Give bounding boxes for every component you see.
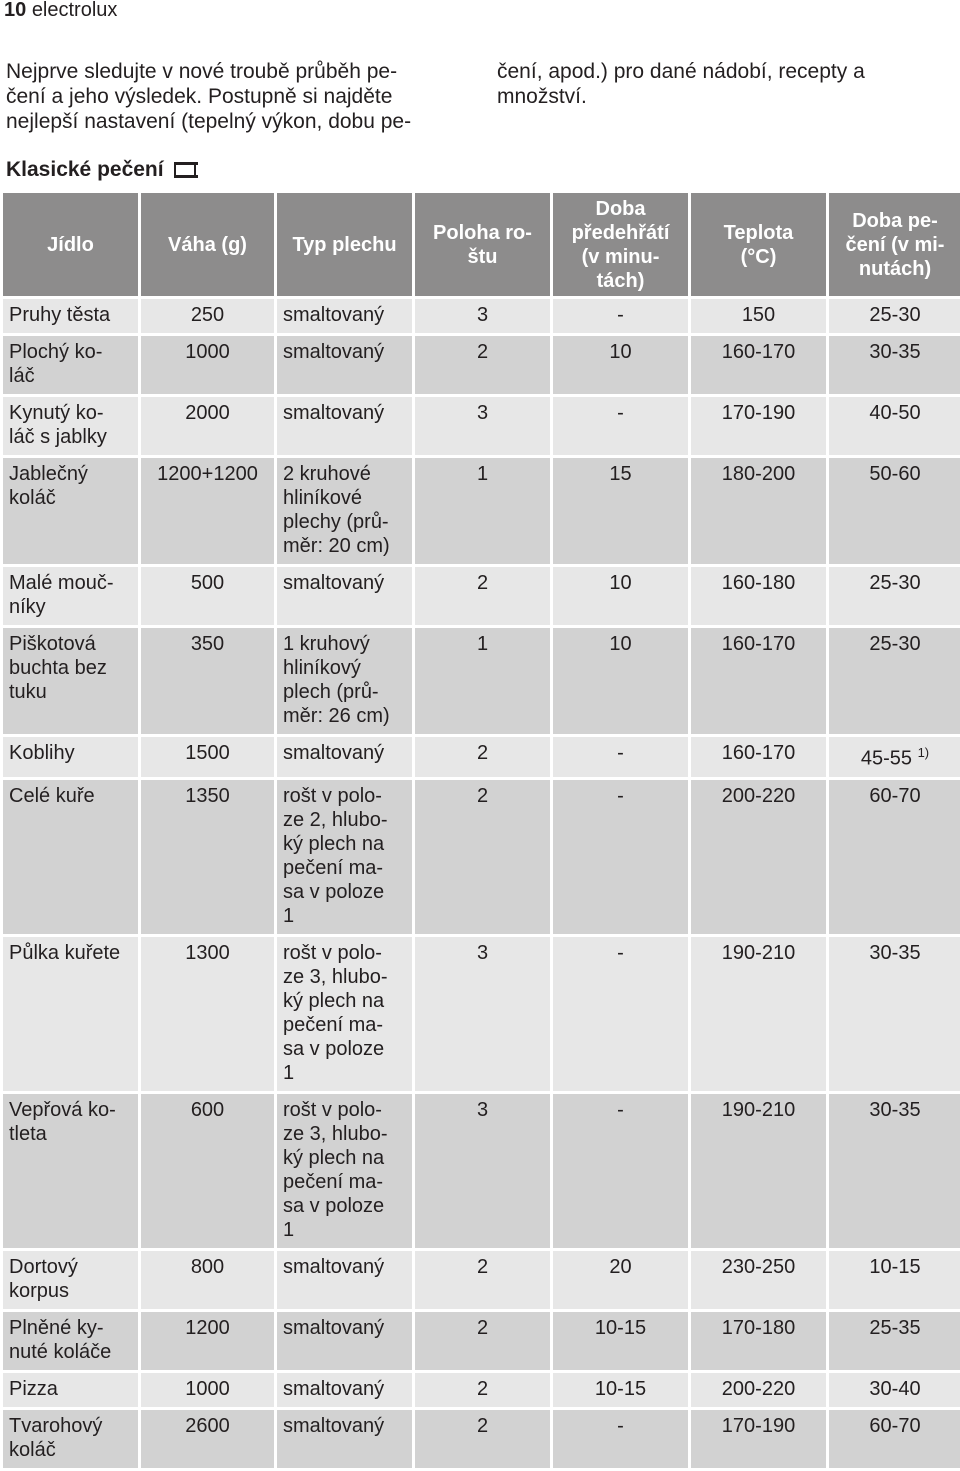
cell-line: koláč xyxy=(9,487,56,509)
cell-weight xyxy=(141,1094,274,1248)
cell-baking-time xyxy=(829,1251,960,1309)
cell-text: 30-40 xyxy=(869,1377,921,1400)
cell-tray xyxy=(277,1251,412,1309)
cell-line: buchta bez xyxy=(9,657,107,679)
cell-line: Dortový xyxy=(9,1255,78,1278)
cell-baking-time xyxy=(829,1094,960,1248)
cell-text: 3 xyxy=(476,1098,489,1121)
cell-text: 40-50 xyxy=(869,402,921,424)
cell-baking-time xyxy=(829,336,960,394)
intro-line: čení a jeho výsledek. Postupně si najděte xyxy=(6,85,393,108)
table-header-row xyxy=(3,193,960,296)
cell-baking-time xyxy=(829,397,960,455)
cell-line: pečení ma- xyxy=(283,1170,384,1193)
cell-weight xyxy=(141,1251,274,1309)
cell-line: Koblihy xyxy=(9,742,75,764)
cell-shelf xyxy=(415,458,550,564)
cell-line: sa v poloze xyxy=(283,1194,385,1217)
cell-text: 180-200 xyxy=(721,463,796,485)
table-row xyxy=(3,336,960,394)
cell-text: 30-35 xyxy=(869,1098,921,1121)
cell-text: 190-210 xyxy=(721,1098,796,1121)
cell-line: Tvarohový xyxy=(9,1414,103,1437)
cell-food xyxy=(3,299,138,333)
cell-tray xyxy=(277,1312,412,1370)
cell-line: Vepřová ko- xyxy=(9,1098,116,1121)
cell-line: plechy (prů- xyxy=(283,511,389,533)
cell-shelf xyxy=(415,737,550,777)
cell-text: 250 xyxy=(190,304,225,326)
cell-text: 2 xyxy=(476,1377,489,1400)
cell-line: ký plech na xyxy=(283,989,385,1012)
cell-tray xyxy=(277,336,412,394)
cell-text: 2 xyxy=(476,1316,489,1339)
cell-line: Malé mouč- xyxy=(9,572,114,594)
cell-text: 170-180 xyxy=(721,1316,796,1339)
cell-tray xyxy=(277,937,412,1091)
cell-weight xyxy=(141,737,274,777)
cell-baking-time xyxy=(829,299,960,333)
conventional-heating-icon xyxy=(174,160,198,180)
cell-temperature xyxy=(691,737,826,777)
cell-shelf xyxy=(415,1373,550,1407)
brand-name: electrolux xyxy=(31,0,118,21)
cell-tray xyxy=(277,1094,412,1248)
cell-text: 2 xyxy=(476,1414,489,1437)
cell-food xyxy=(3,1251,138,1309)
cell-food xyxy=(3,1410,138,1468)
cell-weight xyxy=(141,299,274,333)
cell-text: 1500 xyxy=(185,742,230,764)
cell-food xyxy=(3,336,138,394)
cell-line: tuku xyxy=(9,681,47,703)
cell-preheat xyxy=(553,1094,688,1248)
cell-preheat xyxy=(553,336,688,394)
cell-text: - xyxy=(617,304,624,326)
cell-text: 1000 xyxy=(185,341,230,363)
cell-line: ze 3, hlubo- xyxy=(283,1122,388,1145)
cell-line: smaltovaný xyxy=(283,341,385,363)
cell-line: níky xyxy=(9,596,46,618)
cell-text: 10-15 xyxy=(594,1377,647,1400)
cell-text: 10-15 xyxy=(869,1255,921,1278)
cell-text: 1 xyxy=(476,463,489,485)
cell-baking-time xyxy=(829,737,960,777)
cell-tray xyxy=(277,299,412,333)
cell-tray xyxy=(277,567,412,625)
cell-text: 1000 xyxy=(185,1377,230,1400)
cell-shelf xyxy=(415,1312,550,1370)
cell-line: láč xyxy=(9,365,35,387)
cell-line: Kynutý ko- xyxy=(9,402,104,424)
cell-temperature xyxy=(691,336,826,394)
cell-line: smaltovaný xyxy=(283,304,385,326)
cell-shelf xyxy=(415,299,550,333)
intro-line: množství. xyxy=(497,85,587,108)
cell-text: 200-220 xyxy=(721,1377,796,1400)
table-row xyxy=(3,567,960,625)
cell-food xyxy=(3,1312,138,1370)
cell-text: 1 xyxy=(476,633,489,655)
cell-temperature xyxy=(691,780,826,934)
header-weight: Váha (g) xyxy=(141,193,274,296)
cell-baking-time xyxy=(829,628,960,734)
cell-food xyxy=(3,397,138,455)
cell-line: měr: 26 cm) xyxy=(283,705,390,727)
cell-weight xyxy=(141,937,274,1091)
cell-food xyxy=(3,737,138,777)
cell-text: 230-250 xyxy=(721,1255,796,1278)
cell-shelf xyxy=(415,628,550,734)
cell-text: 15 xyxy=(609,463,632,485)
cell-text: 2 xyxy=(476,784,489,807)
cell-line: pečení ma- xyxy=(283,856,384,879)
table-row xyxy=(3,1410,960,1468)
cell-line: 1 xyxy=(283,1061,295,1084)
cell-shelf xyxy=(415,780,550,934)
cell-text: 800 xyxy=(190,1255,225,1278)
cell-text: 3 xyxy=(476,402,489,424)
intro-line: nejlepší nastavení (tepelný výkon, dobu pe- xyxy=(6,110,412,133)
cell-baking-time xyxy=(829,567,960,625)
cell-food xyxy=(3,937,138,1091)
cell-food xyxy=(3,628,138,734)
cell-line: tleta xyxy=(9,1122,47,1145)
cell-text: 160-180 xyxy=(721,572,796,594)
cell-weight xyxy=(141,567,274,625)
cell-text: 20 xyxy=(609,1255,632,1278)
cell-tray xyxy=(277,1410,412,1468)
cell-tray xyxy=(277,737,412,777)
cell-text: 2600 xyxy=(185,1414,230,1437)
cell-preheat xyxy=(553,458,688,564)
cell-preheat xyxy=(553,567,688,625)
cell-shelf xyxy=(415,336,550,394)
table-row xyxy=(3,1251,960,1309)
cell-preheat xyxy=(553,937,688,1091)
header-food: Jídlo xyxy=(3,193,138,296)
cell-line: 1 kruhový xyxy=(283,633,370,655)
cell-line: Pizza xyxy=(9,1377,58,1400)
cell-line: ký plech na xyxy=(283,832,385,855)
cell-text: 60-70 xyxy=(869,1414,921,1437)
cell-temperature xyxy=(691,299,826,333)
cell-food xyxy=(3,458,138,564)
cell-temperature xyxy=(691,567,826,625)
cell-temperature xyxy=(691,397,826,455)
cell-text: 2 xyxy=(476,1255,489,1278)
cell-line: korpus xyxy=(9,1279,70,1302)
cell-text: 25-35 xyxy=(869,1316,921,1339)
cell-text: 170-190 xyxy=(721,402,796,424)
cell-shelf xyxy=(415,1251,550,1309)
cell-text: 30-35 xyxy=(869,341,921,363)
cell-line: Jablečný xyxy=(9,463,88,485)
cell-weight xyxy=(141,628,274,734)
cell-weight xyxy=(141,1312,274,1370)
cell-temperature xyxy=(691,1373,826,1407)
cell-text: 170-190 xyxy=(721,1414,796,1437)
table-row xyxy=(3,299,960,333)
table-row xyxy=(3,458,960,564)
cell-text: - xyxy=(617,941,624,964)
cell-line: koláč xyxy=(9,1438,56,1461)
cell-text: 10 xyxy=(609,633,632,655)
cell-line: sa v poloze xyxy=(283,1037,385,1060)
cell-temperature xyxy=(691,1312,826,1370)
cell-text: - xyxy=(617,742,624,764)
cell-text: - xyxy=(617,402,624,424)
cell-weight xyxy=(141,336,274,394)
cell-line: sa v poloze xyxy=(283,880,385,903)
table-row xyxy=(3,780,960,934)
table-row xyxy=(3,628,960,734)
cell-text: 1300 xyxy=(185,941,230,964)
cell-line: hliníkový xyxy=(283,657,361,679)
cell-baking-time xyxy=(829,458,960,564)
cell-line: Celé kuře xyxy=(9,784,95,807)
cell-text: 160-170 xyxy=(721,633,796,655)
cell-text: 1350 xyxy=(185,784,230,807)
cell-line: plech (prů- xyxy=(283,681,379,703)
cell-shelf xyxy=(415,937,550,1091)
cell-weight xyxy=(141,1410,274,1468)
cell-line: rošt v polo- xyxy=(283,1098,382,1121)
cell-line: ze 3, hlubo- xyxy=(283,965,388,988)
cell-preheat xyxy=(553,1410,688,1468)
cell-line: Piškotová xyxy=(9,633,96,655)
cell-shelf xyxy=(415,1094,550,1248)
cell-weight xyxy=(141,780,274,934)
cell-text: 190-210 xyxy=(721,941,796,964)
cell-text: - xyxy=(617,1098,624,1121)
cell-text: 50-60 xyxy=(869,463,921,485)
cell-baking-time xyxy=(829,1410,960,1468)
cell-text: 200-220 xyxy=(721,784,796,807)
cell-food xyxy=(3,567,138,625)
header-baking-time: Doba pe- čení (v mi- nutách) xyxy=(829,193,960,296)
cell-preheat xyxy=(553,737,688,777)
cell-shelf xyxy=(415,397,550,455)
cell-line: nuté koláče xyxy=(9,1340,112,1363)
header-preheat: Doba předehřátí (v minu- tách) xyxy=(553,193,688,296)
cell-text: 160-170 xyxy=(721,341,796,363)
cell-food xyxy=(3,1094,138,1248)
cell-preheat xyxy=(553,1251,688,1309)
cell-text: 25-30 xyxy=(869,633,921,655)
cell-food xyxy=(3,780,138,934)
cell-text: 10-15 xyxy=(594,1316,647,1339)
cell-preheat xyxy=(553,397,688,455)
cell-text: 500 xyxy=(190,572,225,594)
table-row xyxy=(3,1094,960,1248)
cell-temperature xyxy=(691,458,826,564)
cell-preheat xyxy=(553,628,688,734)
cell-text: 25-30 xyxy=(869,304,921,326)
table-row xyxy=(3,397,960,455)
cell-line: smaltovaný xyxy=(283,1414,385,1437)
header-shelf: Poloha ro- štu xyxy=(415,193,550,296)
cell-line: smaltovaný xyxy=(283,572,385,594)
cell-line: hliníkové xyxy=(283,487,362,509)
cell-text: 30-35 xyxy=(869,941,921,964)
header-tray: Typ plechu xyxy=(277,193,412,296)
cell-line: Plochý ko- xyxy=(9,341,103,363)
cell-temperature xyxy=(691,1251,826,1309)
cell-text: 2 xyxy=(476,742,489,764)
intro-right-column xyxy=(497,59,937,109)
cell-line: smaltovaný xyxy=(283,1255,385,1278)
cell-line: smaltovaný xyxy=(283,742,385,764)
table-row xyxy=(3,937,960,1091)
cell-text: 2 xyxy=(476,572,489,594)
cell-temperature xyxy=(691,1094,826,1248)
cell-line: láč s jablky xyxy=(9,426,107,448)
cell-line: rošt v polo- xyxy=(283,784,382,807)
cell-line: 1 xyxy=(283,1218,295,1241)
cell-preheat xyxy=(553,299,688,333)
cell-line: ze 2, hlubo- xyxy=(283,808,388,831)
intro-line: čení, apod.) pro dané nádobí, recepty a xyxy=(497,60,865,83)
intro-left-column xyxy=(6,59,466,134)
cell-text: 160-170 xyxy=(721,742,796,764)
cell-preheat xyxy=(553,780,688,934)
section-title xyxy=(6,156,198,184)
cell-text: 350 xyxy=(190,633,225,655)
cell-line: měr: 20 cm) xyxy=(283,535,390,557)
cell-temperature xyxy=(691,1410,826,1468)
cell-line: ký plech na xyxy=(283,1146,385,1169)
footnote-marker: 1) xyxy=(917,745,930,760)
cell-tray xyxy=(277,397,412,455)
cell-temperature xyxy=(691,937,826,1091)
cell-tray xyxy=(277,458,412,564)
cell-text: 2000 xyxy=(185,402,230,424)
cell-text: 2 xyxy=(476,341,489,363)
table-row xyxy=(3,1312,960,1370)
cell-text: 45-55 xyxy=(860,747,913,770)
cell-line: 1 xyxy=(283,904,295,927)
cell-text: - xyxy=(617,784,624,807)
cell-weight xyxy=(141,458,274,564)
baking-table xyxy=(0,190,960,1471)
cell-text: 1200 xyxy=(185,1316,230,1339)
table-row xyxy=(3,737,960,777)
cell-shelf xyxy=(415,567,550,625)
cell-text: - xyxy=(617,1414,624,1437)
cell-weight xyxy=(141,397,274,455)
cell-text: 10 xyxy=(609,341,632,363)
cell-food xyxy=(3,1373,138,1407)
cell-text: 10 xyxy=(609,572,632,594)
cell-line: smaltovaný xyxy=(283,1316,385,1339)
cell-text: 150 xyxy=(741,304,776,326)
section-title-text: Klasické pečení xyxy=(6,158,164,181)
cell-line: Plněné ky- xyxy=(9,1316,104,1339)
cell-tray xyxy=(277,780,412,934)
cell-tray xyxy=(277,628,412,734)
table-row xyxy=(3,1373,960,1407)
cell-baking-time xyxy=(829,937,960,1091)
cell-line: smaltovaný xyxy=(283,402,385,424)
cell-baking-time xyxy=(829,1312,960,1370)
cell-text: 25-30 xyxy=(869,572,921,594)
cell-preheat xyxy=(553,1373,688,1407)
cell-line: 2 kruhové xyxy=(283,463,371,485)
cell-line: rošt v polo- xyxy=(283,941,382,964)
cell-shelf xyxy=(415,1410,550,1468)
cell-text: 1200+1200 xyxy=(157,463,258,485)
cell-text: 3 xyxy=(476,304,489,326)
cell-text: 3 xyxy=(476,941,489,964)
cell-baking-time xyxy=(829,780,960,934)
cell-line: Půlka kuřete xyxy=(9,941,121,964)
intro-line: Nejprve sledujte v nové troubě průběh pe- xyxy=(6,60,398,83)
cell-text: 60-70 xyxy=(869,784,921,807)
page-number: 10 xyxy=(4,0,27,21)
cell-preheat xyxy=(553,1312,688,1370)
cell-tray xyxy=(277,1373,412,1407)
cell-baking-time xyxy=(829,1373,960,1407)
cell-text: 600 xyxy=(190,1098,225,1121)
cell-temperature xyxy=(691,628,826,734)
cell-line: smaltovaný xyxy=(283,1377,385,1400)
page-header xyxy=(4,0,117,23)
header-temperature: Teplota (°C) xyxy=(691,193,826,296)
cell-line: pečení ma- xyxy=(283,1013,384,1036)
cell-line: Pruhy těsta xyxy=(9,304,111,326)
cell-weight xyxy=(141,1373,274,1407)
